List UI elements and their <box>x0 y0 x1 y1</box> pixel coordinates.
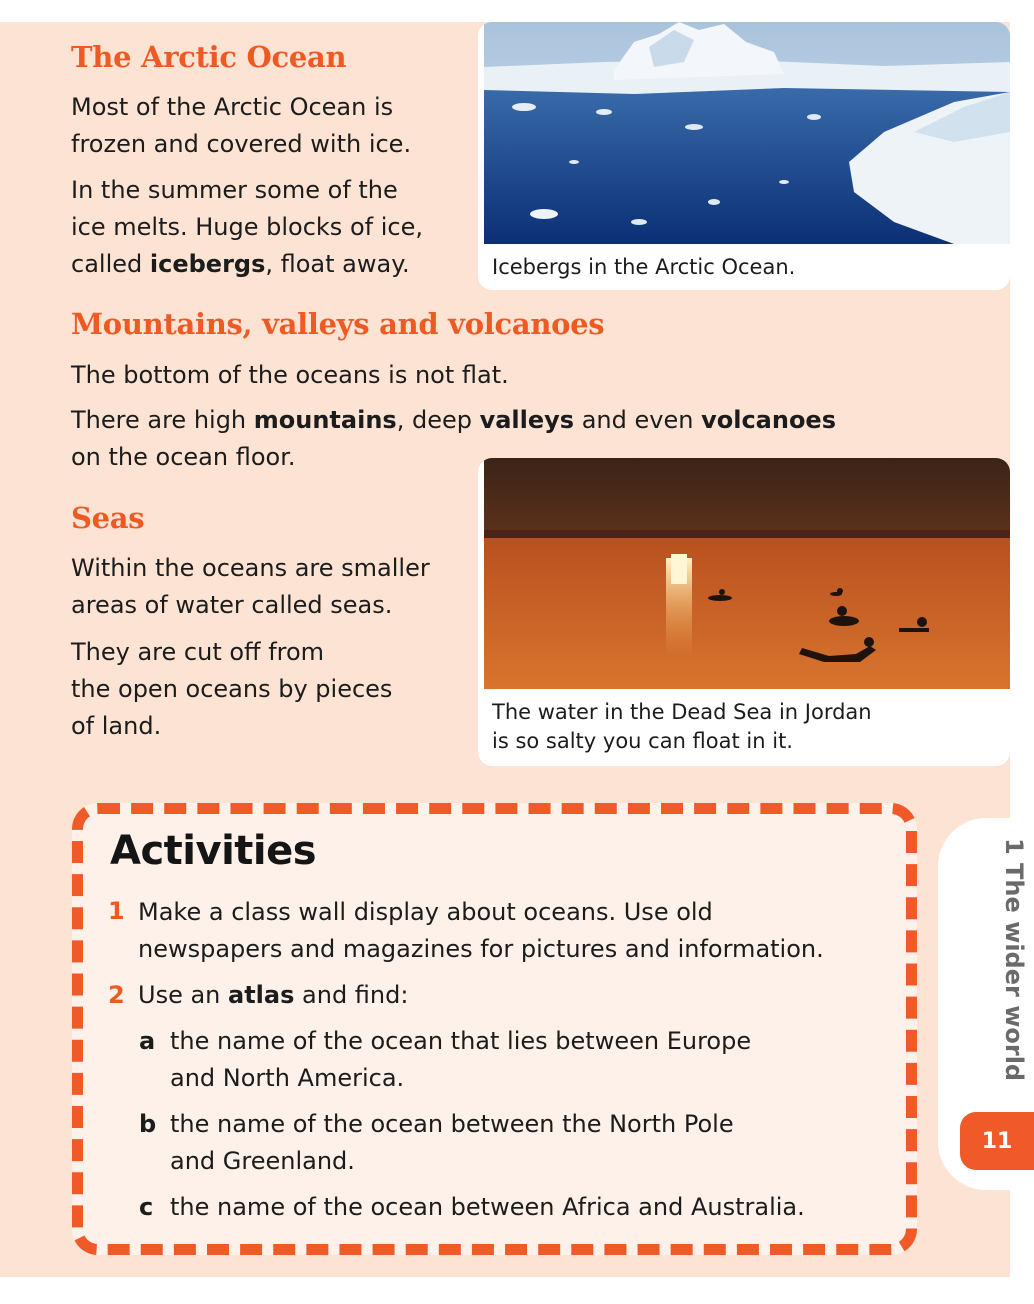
activity-2a-text: the name of the ocean that lies between Europe and North America. <box>170 1027 752 1092</box>
mountains-paragraph-2: There are high mountains, deep valleys and even volcanoes on the ocean floor. <box>71 406 836 471</box>
activity-2a-letter: a <box>139 1027 156 1055</box>
activity-2c-letter: c <box>139 1193 154 1221</box>
activity-2c-text: the name of the ocean between Africa and Australia. <box>170 1193 805 1221</box>
page-number: 11 <box>960 1112 1034 1170</box>
keyword-mountains: mountains <box>253 406 397 434</box>
keyword-atlas: atlas <box>228 981 295 1009</box>
activity-1-number: 1 <box>108 897 125 925</box>
seas-heading: Seas <box>71 501 145 535</box>
activity-2-text: Use an atlas and find: <box>138 981 409 1009</box>
keyword-volcanoes: volcanoes <box>701 406 836 434</box>
dead-sea-photo-card <box>478 458 1010 766</box>
mountains-paragraph-1: The bottom of the oceans is not flat. <box>71 361 509 389</box>
activities-heading: Activities <box>110 828 317 874</box>
arctic-paragraph-1: Most of the Arctic Ocean is frozen and covered with ice. <box>71 93 412 158</box>
keyword-valleys: valleys <box>479 406 575 434</box>
dead-sea-photo-caption: The water in the Dead Sea in Jordan is so salty you can float in it. <box>492 700 872 753</box>
seas-paragraph-1: Within the oceans are smaller areas of water called seas. <box>71 554 430 619</box>
seas-paragraph-2: They are cut off from the open oceans by pieces of land. <box>71 638 393 740</box>
activity-2b-text: the name of the ocean between the North Pole and Greenland. <box>170 1110 734 1175</box>
activity-2-number: 2 <box>108 981 125 1009</box>
arctic-ocean-heading: The Arctic Ocean <box>71 40 347 74</box>
arctic-photo-caption: Icebergs in the Arctic Ocean. <box>492 255 796 279</box>
mountains-heading: Mountains, valleys and volcanoes <box>71 307 605 341</box>
iceberg-photo <box>484 22 1010 244</box>
activity-2b-letter: b <box>139 1110 157 1138</box>
dead-sea-photo <box>484 458 1010 689</box>
arctic-photo-card <box>478 22 1010 290</box>
chapter-label: 1 The wider world <box>1000 838 1028 1082</box>
arctic-paragraph-2: In the summer some of the ice melts. Huge blocks of ice, called icebergs, float away. <box>71 176 423 278</box>
activity-1-text: Make a class wall display about oceans. Use old newspapers and magazines for pictures and information. <box>138 898 824 963</box>
keyword-icebergs: icebergs <box>149 250 266 278</box>
